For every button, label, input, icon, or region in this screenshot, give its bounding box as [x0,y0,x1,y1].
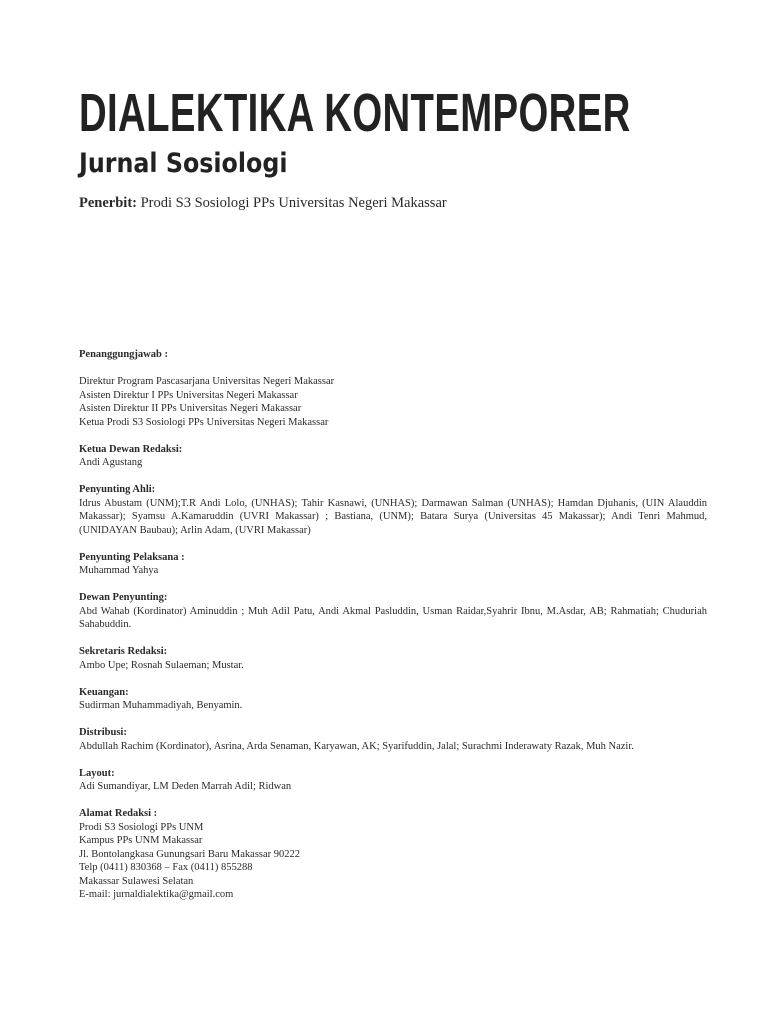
credit-line: Asisten Direktur II PPs Universitas Negeri Makassar [79,403,302,414]
section-heading: Penanggungjawab : [79,349,168,360]
section-heading: Distribusi: [79,727,127,738]
section-text: Sudirman Muhammadiyah, Benyamin. [79,700,243,711]
section-heading: Ketua Dewan Redaksi: [79,443,183,455]
email-line: E-mail: jurnaldialektika@gmail.com [79,889,234,900]
publisher-line [79,193,447,213]
section-heading: Penyunting Ahli: [79,484,156,495]
section-text: Abd Wahab (Kordinator) Aminuddin ; Muh Adil Patu, Andi Akmal Pasluddin, Usman Raidar,Syahrir Ibnu, M.Asdar, AB; Rahmatiah; Chuduriah Sahabuddin. [79,605,707,630]
publisher-value: Prodi S3 Sosiologi PPs Universitas Negeri Makassar [140,195,447,211]
section-text: Muhammad Yahya [79,565,159,576]
section-penanggungjawab [79,348,707,429]
section-text: Ambo Upe; Rosnah Sulaeman; Mustar. [79,659,244,671]
section-heading: Keuangan: [79,686,129,698]
credits-block [79,348,707,902]
section-text: Adi Sumandiyar, LM Deden Marrah Adil; Ridwan [79,781,292,792]
section-dewan-penyunting [79,591,707,632]
section-heading: Sekretaris Redaksi: [79,646,168,657]
journal-subtitle: Jurnal Sosiologi [79,148,288,179]
section-text: Andi Agustang [79,457,143,468]
publisher-label: Penerbit: [79,195,137,211]
section-heading: Penyunting Pelaksana : [79,551,185,563]
section-penyunting-ahli [79,483,707,537]
address-line: Kampus PPs UNM Makassar [79,835,203,846]
section-heading: Dewan Penyunting: [79,592,168,603]
credit-line: Direktur Program Pascasarjana Universitas Negeri Makassar [79,376,335,387]
address-line: Jl. Bontolangkasa Gunungsari Baru Makassar 90222 [79,848,301,860]
section-alamat-redaksi [79,807,707,902]
phone-line: Telp (0411) 830368 – Fax (0411) 855288 [79,862,253,873]
section-penyunting-pelaksana [79,551,707,578]
section-text: Idrus Abustam (UNM);T.R Andi Lolo, (UNHAS); Tahir Kasnawi, (UNHAS); Darmawan Salman (UNHAS); Hamdan Djuhanis, (UIN Alauddin Makassar); Syamsu A.Kamaruddin (UVRI Makassar) ; Bastiana, (UNM); Batara Surya (Universitas 45 Makassar); Andi Tenri Mahmud, (UNIDAYAN Baubau); Arlin Adam, (UVRI Makassar) [79,497,707,536]
section-sekretaris-redaksi [79,645,707,672]
credit-line: Ketua Prodi S3 Sosiologi PPs Universitas Negeri Makassar [79,416,329,428]
address-line: Makassar Sulawesi Selatan [79,875,194,887]
address-line: Prodi S3 Sosiologi PPs UNM [79,821,204,833]
credit-line: Asisten Direktur I PPs Universitas Negeri Makassar [79,389,298,401]
section-layout [79,767,707,794]
section-heading: Layout: [79,767,115,779]
section-distribusi [79,726,707,753]
journal-title: DIALEKTIKA KONTEMPORER [79,83,631,143]
section-text: Abdullah Rachim (Kordinator), Asrina, Arda Senaman, Karyawan, AK; Syarifuddin, Jalal; Surachmi Inderawaty Razak, Muh Nazir. [79,740,634,752]
section-heading: Alamat Redaksi : [79,808,158,819]
section-ketua-dewan-redaksi [79,443,707,470]
section-keuangan [79,686,707,713]
